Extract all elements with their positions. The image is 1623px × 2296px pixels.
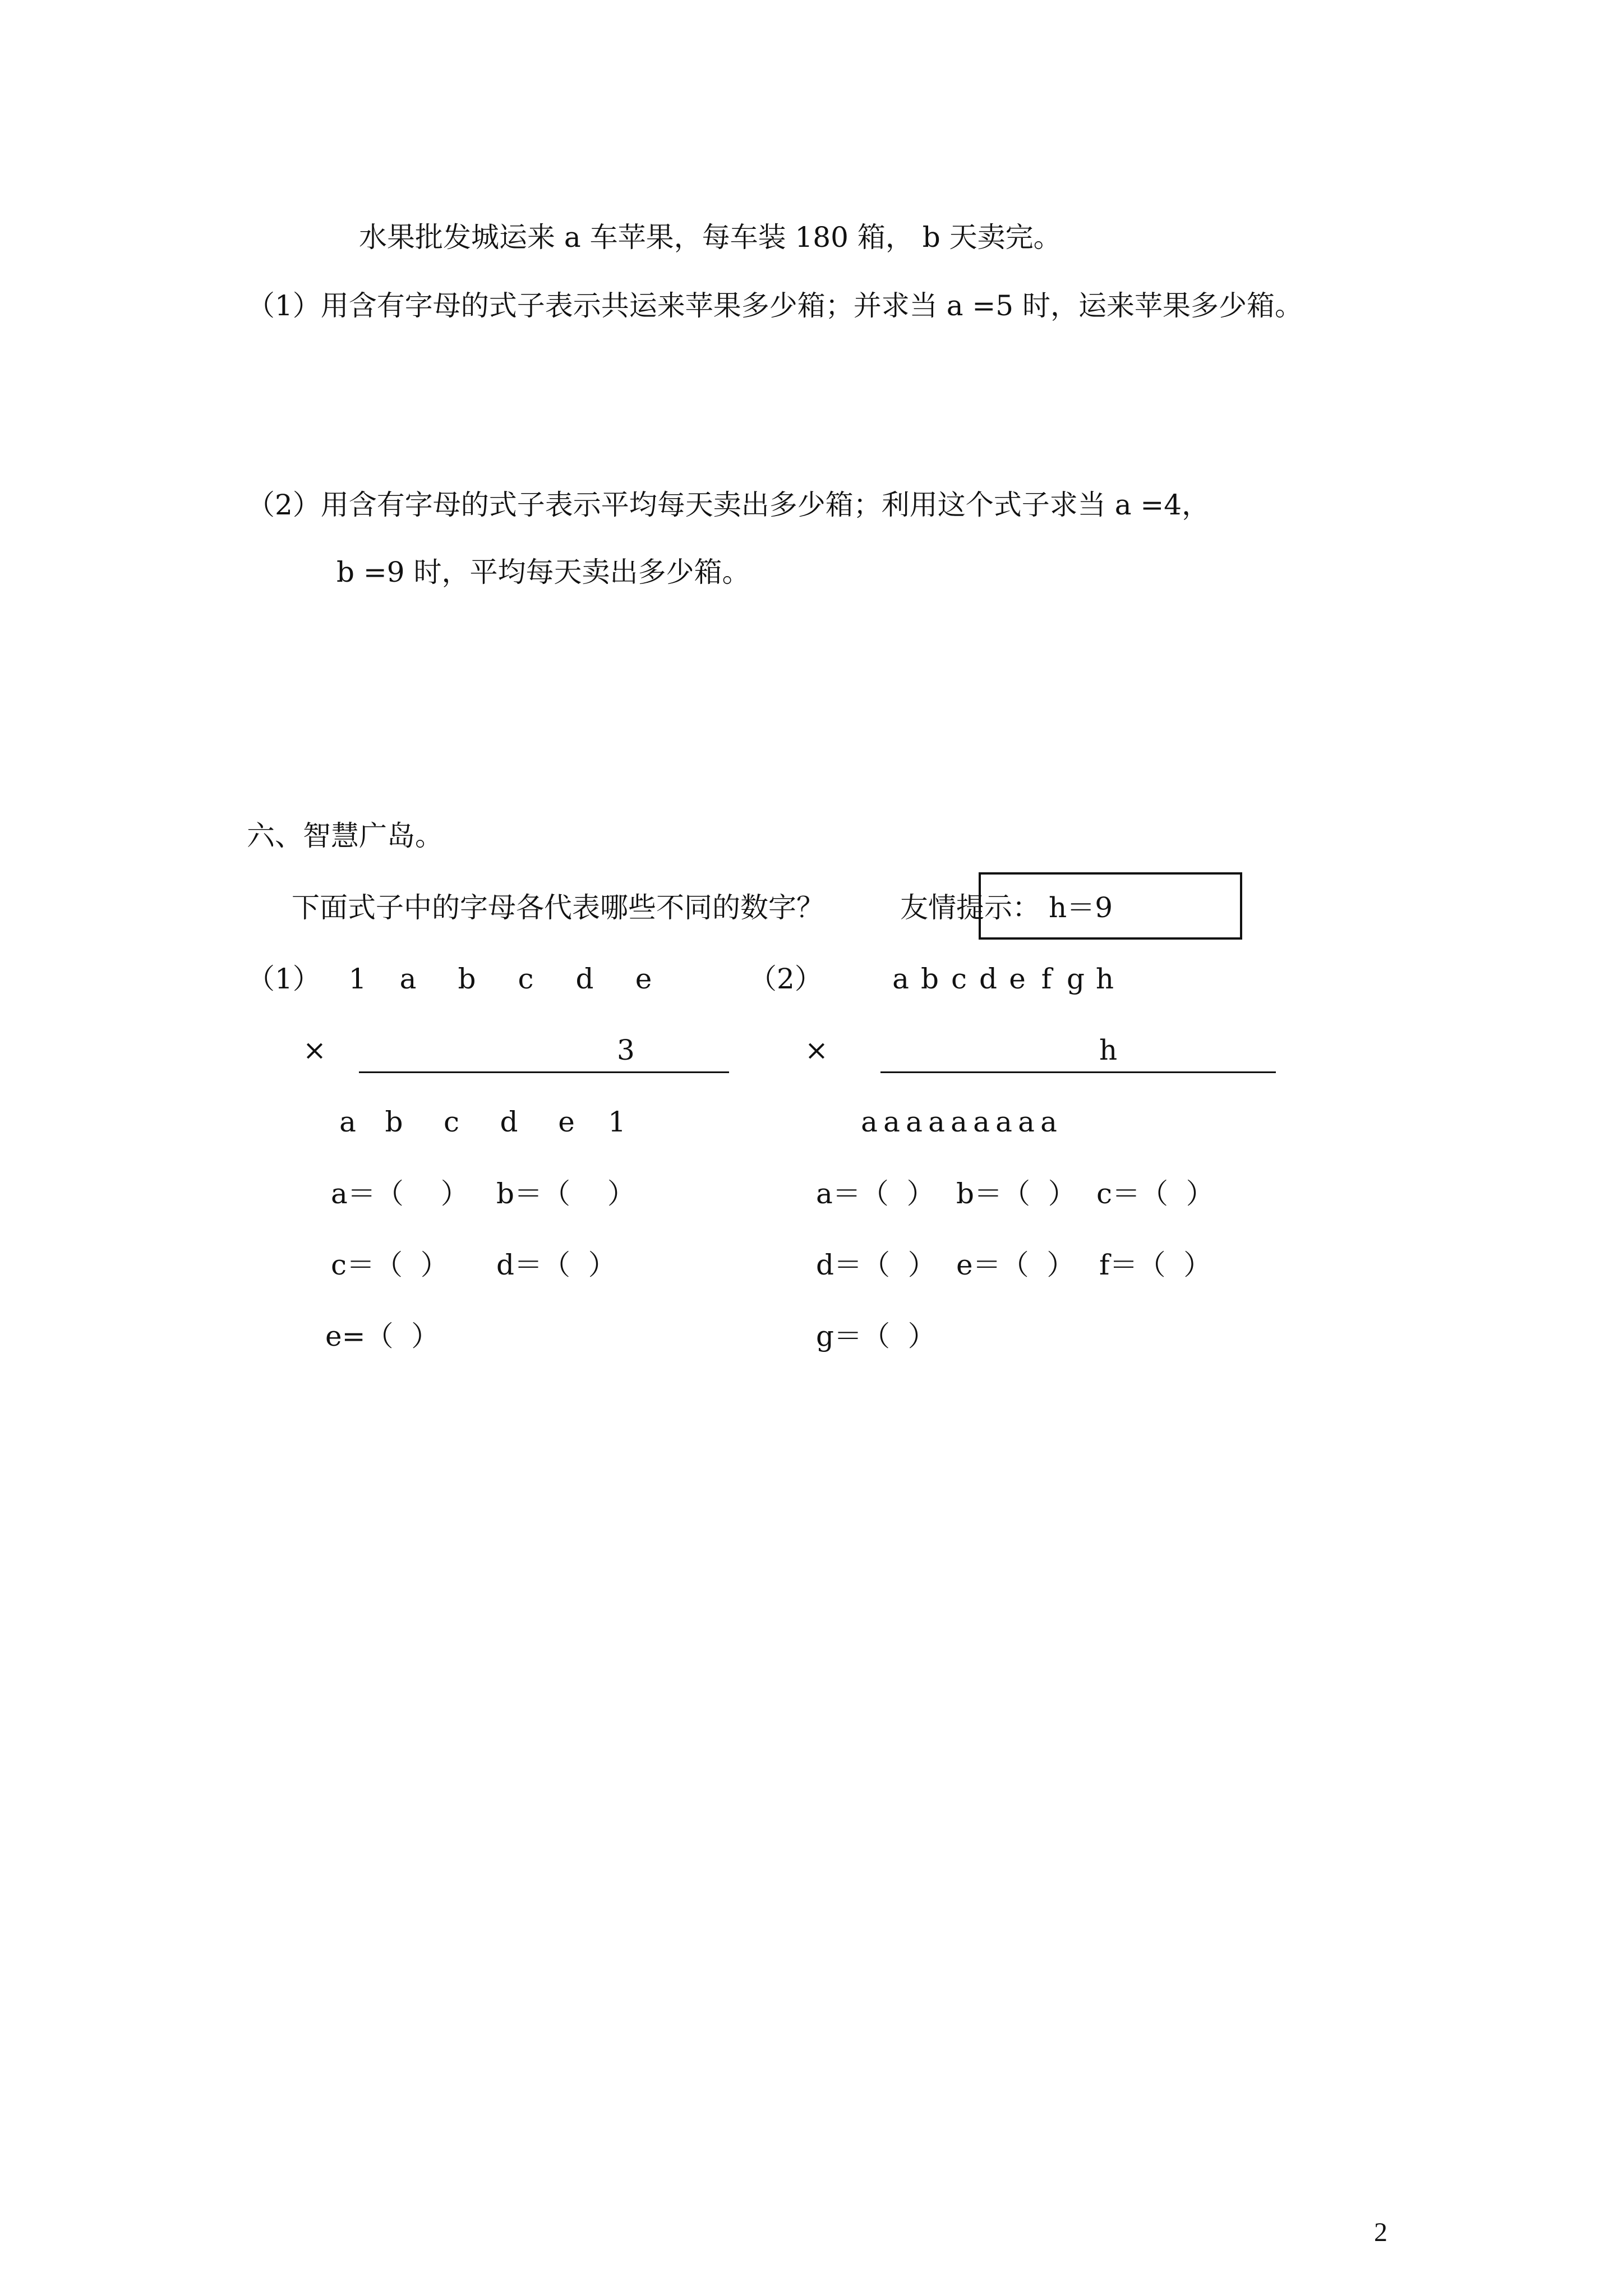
part-1-label: （1）	[247, 963, 321, 995]
digit: a	[906, 1106, 923, 1138]
digit: 1	[608, 1106, 626, 1138]
part-2-label: （2）	[749, 963, 823, 995]
part-2-multiplicand	[886, 962, 1119, 996]
digit: f	[1041, 963, 1052, 995]
answer-e: e＝（ ）	[956, 1249, 1075, 1281]
answer-d: d＝（ ）	[496, 1249, 616, 1281]
digit: a	[399, 963, 417, 995]
digit: b	[920, 963, 939, 995]
answer-a: a＝（ ）	[331, 1177, 469, 1210]
answer-f: f＝（ ）	[1099, 1249, 1212, 1281]
question-2-line-1: （2）用含有字母的式子表示平均每天卖出多少箱；利用这个式子求当 a =4，	[247, 489, 1210, 521]
answer-e: e=（ ）	[325, 1320, 440, 1352]
digit: c	[951, 963, 967, 995]
question-2-line-2: b =9 时，平均每天卖出多少箱。	[336, 556, 750, 588]
digit: a	[928, 1106, 945, 1138]
digit: b	[458, 963, 476, 995]
digit: 1	[348, 963, 367, 995]
digit: d	[500, 1106, 518, 1138]
digit: a	[339, 1106, 356, 1138]
answer-b: b＝（ ）	[956, 1177, 1076, 1210]
part-1-product	[331, 1105, 639, 1139]
digit: a	[1040, 1106, 1057, 1138]
part-1-underline	[359, 1071, 729, 1073]
answer-d: d＝（ ）	[816, 1249, 936, 1281]
digit: a	[892, 963, 909, 995]
digit: a	[995, 1106, 1012, 1138]
section-prompt: 下面式子中的字母各代表哪些不同的数字？	[292, 891, 824, 924]
digit: h	[1095, 963, 1114, 995]
digit: a	[973, 1106, 990, 1138]
digit: c	[443, 1106, 459, 1138]
problem-intro: 水果批发城运来 a 车苹果，每车装 180 箱， b 天卖完。	[359, 221, 1062, 254]
part-1-multiplicand	[336, 962, 673, 996]
answer-g: g＝（ ）	[816, 1320, 936, 1352]
part-1-times-sign: ×	[303, 1034, 326, 1066]
answer-c: c＝（ ）	[331, 1249, 449, 1281]
part-2-product	[858, 1105, 1060, 1139]
part-2-times-sign: ×	[805, 1034, 828, 1066]
part-2-multiplier: h	[1099, 1034, 1118, 1066]
hint-value: h＝9	[1049, 891, 1113, 924]
hint-label: 友情提示：	[900, 891, 1040, 924]
digit: e	[635, 963, 652, 995]
digit: a	[951, 1106, 967, 1138]
digit: b	[385, 1106, 403, 1138]
digit: e	[1009, 963, 1026, 995]
answer-a: a＝（ ）	[816, 1177, 935, 1210]
page-number: 2	[1374, 2217, 1387, 2247]
digit: a	[883, 1106, 900, 1138]
answer-b: b＝（ ）	[496, 1177, 635, 1210]
digit: g	[1066, 963, 1085, 995]
part-2-underline	[880, 1071, 1276, 1073]
digit: d	[979, 963, 997, 995]
digit: e	[558, 1106, 575, 1138]
section-heading: 六、智慧广岛。	[247, 820, 443, 852]
digit: c	[518, 963, 534, 995]
question-1: （1）用含有字母的式子表示共运来苹果多少箱；并求当 a =5 时，运来苹果多少箱。	[247, 289, 1303, 322]
digit: a	[861, 1106, 878, 1138]
digit: a	[1018, 1106, 1035, 1138]
part-1-multiplier: 3	[617, 1034, 635, 1066]
answer-c: c＝（ ）	[1096, 1177, 1214, 1210]
digit: d	[575, 963, 594, 995]
